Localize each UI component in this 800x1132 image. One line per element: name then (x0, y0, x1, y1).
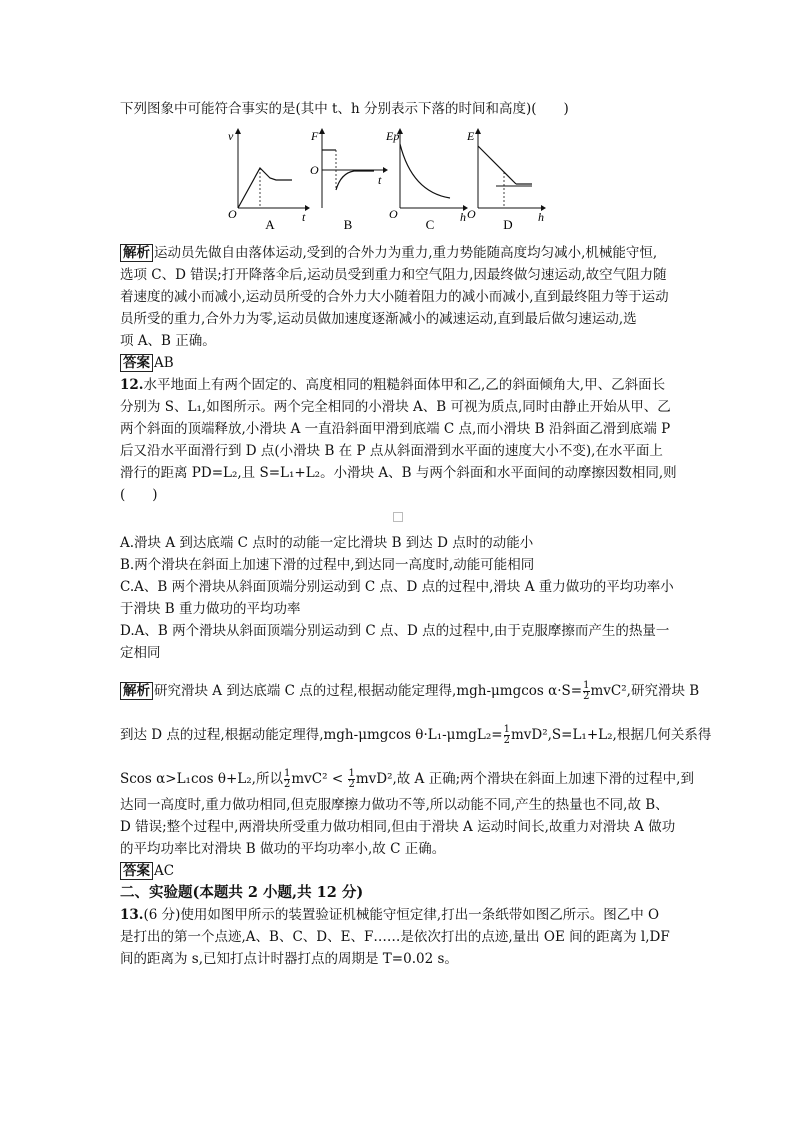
analysis-1-line: 选项 C、D 错误;打开降落伞后,运动员受到重力和空气阻力,因最终做匀速运动,故空气阻力随 (120, 267, 667, 283)
analysis-1 (120, 242, 695, 352)
analysis-2-line: 的平均功率比对滑块 B 做功的平均功率小,故 C 正确。 (120, 841, 446, 857)
graph-c-caption: C (425, 217, 435, 232)
question-12-line: 后又沿水平面滑行到 D 点(小滑块 B 在 P 点从斜面滑到水平面的速度大小不变),在水平面上 (120, 443, 663, 459)
fraction-half: $\frac{1}{2}$ (583, 680, 590, 702)
graph-d (466, 128, 546, 240)
graph-a (230, 128, 310, 240)
fraction-half: $\frac{1}{2}$ (348, 768, 355, 790)
analysis-2-text: 到达 D 点的过程,根据动能定理得,mgh-μmgcos θ·L₁-μmgL₂= (120, 727, 503, 743)
question-12-line: 水平地面上有两个固定的、高度相同的粗糙斜面体甲和乙,乙的斜面倾角大,甲、乙斜面长 (143, 377, 666, 393)
option-d-cont: 定相同 (120, 645, 161, 661)
analysis-1-line: 运动员先做自由落体运动,受到的合外力为重力,重力势能随高度均匀减小,机械能守恒, (154, 245, 658, 261)
question-12-line: 滑行的距离 PD=L₂,且 S=L₁+L₂。小滑块 A、B 与两个斜面和水平面间的动摩擦因数相同,则 (120, 465, 677, 481)
question-number: 13. (120, 907, 144, 923)
option-a: A.滑块 A 到达底端 C 点时的动能一定比滑块 B 到达 D 点时的动能小 (120, 535, 534, 551)
analysis-2-text: 研究滑块 A 到达底端 C 点的过程,根据动能定理得,mgh-μmgcos α·S= (154, 683, 583, 699)
graph-c-y-label: Ep (386, 129, 400, 143)
graph-b-caption: B (343, 217, 353, 232)
analysis-2-line: D 错误;整个过程中,两滑块所受重力做功相同,但由于滑块 A 运动时间长,故重力对滑块 A 做功 (120, 819, 676, 835)
graph-b-origin: O (310, 163, 319, 177)
analysis-2-text: mvD²,S=L₁+L₂,根据几何关系得 (510, 727, 712, 743)
question-12-line: 分别为 S、L₁,如图所示。两个完全相同的小滑块 A、B 可视为质点,同时由静止开始从甲、乙 (120, 399, 671, 415)
analysis-tag: 解析 (120, 682, 153, 700)
answer-1 (120, 352, 695, 374)
question-12 (120, 374, 695, 664)
analysis-1-line: 员所受的重力,合外力为零,运动员做加速度逐渐减小的减速运动,直到最后做匀速运动,选 (120, 311, 637, 327)
analysis-1-line: 项 A、B 正确。 (120, 333, 216, 349)
fraction-half: $\frac{1}{2}$ (503, 724, 510, 746)
analysis-tag: 解析 (120, 244, 153, 262)
graph-c-x-label: h (460, 210, 466, 224)
analysis-2 (120, 676, 712, 860)
analysis-2-text: Scos α>L₁cos θ+L₂,所以 (120, 771, 283, 787)
analysis-2-text: mvC² < (291, 771, 344, 787)
graph-a-x-label: t (302, 210, 306, 224)
graph-d-y-label: E (467, 129, 475, 143)
question-13-line: 间的距离为 s,已知打点计时器打点的周期是 T=0.02 s。 (120, 951, 458, 967)
missing-figure-placeholder (393, 512, 403, 522)
graph-a-origin: O (228, 207, 237, 221)
section-heading: 二、实验题(本题共 2 小题,共 12 分) (120, 884, 364, 901)
graph-a-y-label: v (228, 129, 234, 143)
option-c-cont: 于滑块 B 重力做功的平均功率 (120, 601, 301, 617)
question-number: 12. (120, 377, 144, 393)
figure-row (120, 128, 695, 238)
question-13-line: (6 分)使用如图甲所示的装置验证机械能守恒定律,打出一条纸带如图乙所示。图乙中 O (143, 907, 660, 923)
intro-line: 下列图象中可能符合事实的是(其中 t、h 分别表示下落的时间和高度)( ) (120, 101, 569, 117)
graph-a-caption: A (265, 217, 275, 232)
question-12-line: ( ) (120, 487, 158, 503)
question-12-line: 两个斜面的顶端释放,小滑块 A 一直沿斜面甲滑到底端 C 点,而小滑块 B 沿斜面乙滑到底端 P (120, 421, 671, 437)
graph-b-x-label: t (378, 173, 382, 187)
fraction-half: $\frac{1}{2}$ (283, 768, 291, 790)
answer-2-value: AC (154, 863, 175, 879)
graph-c-origin: O (389, 207, 398, 221)
graph-b (308, 128, 388, 240)
graph-c (388, 128, 468, 240)
analysis-1-line: 着速度的减小而减小,运动员所受的合外力大小随着阻力的减小而减小,直到最终阻力等于运动 (120, 289, 669, 305)
answer-tag: 答案 (120, 862, 153, 880)
analysis-2-line: 达同一高度时,重力做功相同,但克服摩擦力做功不等,所以动能不同,产生的热量也不同,故 B、 (120, 797, 669, 813)
graph-d-caption: D (503, 217, 513, 232)
option-c: C.A、B 两个滑块从斜面顶端分别运动到 C 点、D 点的过程中,滑块 A 重力做功的平均功率小 (120, 579, 674, 595)
graph-d-x-label: h (538, 210, 544, 224)
analysis-2-text: mvC²,研究滑块 B (590, 683, 700, 699)
answer-2 (120, 860, 695, 882)
answer-1-value: AB (154, 355, 174, 371)
answer-tag: 答案 (120, 354, 153, 372)
question-13-line: 是打出的第一个点迹,A、B、C、D、E、F……是依次打出的点迹,量出 OE 间的距离为 l,DF (120, 929, 670, 945)
option-b: B.两个滑块在斜面上加速下滑的过程中,到达同一高度时,动能可能相同 (120, 557, 535, 573)
page-content (120, 98, 712, 970)
analysis-2-text: mvD²,故 A 正确;两个滑块在斜面上加速下滑的过程中,到 (355, 771, 694, 787)
graph-b-y-label: F (311, 129, 319, 143)
option-d: D.A、B 两个滑块从斜面顶端分别运动到 C 点、D 点的过程中,由于克服摩擦而产生的热量一 (120, 623, 670, 639)
question-13 (120, 904, 695, 970)
graph-d-origin: O (467, 207, 476, 221)
